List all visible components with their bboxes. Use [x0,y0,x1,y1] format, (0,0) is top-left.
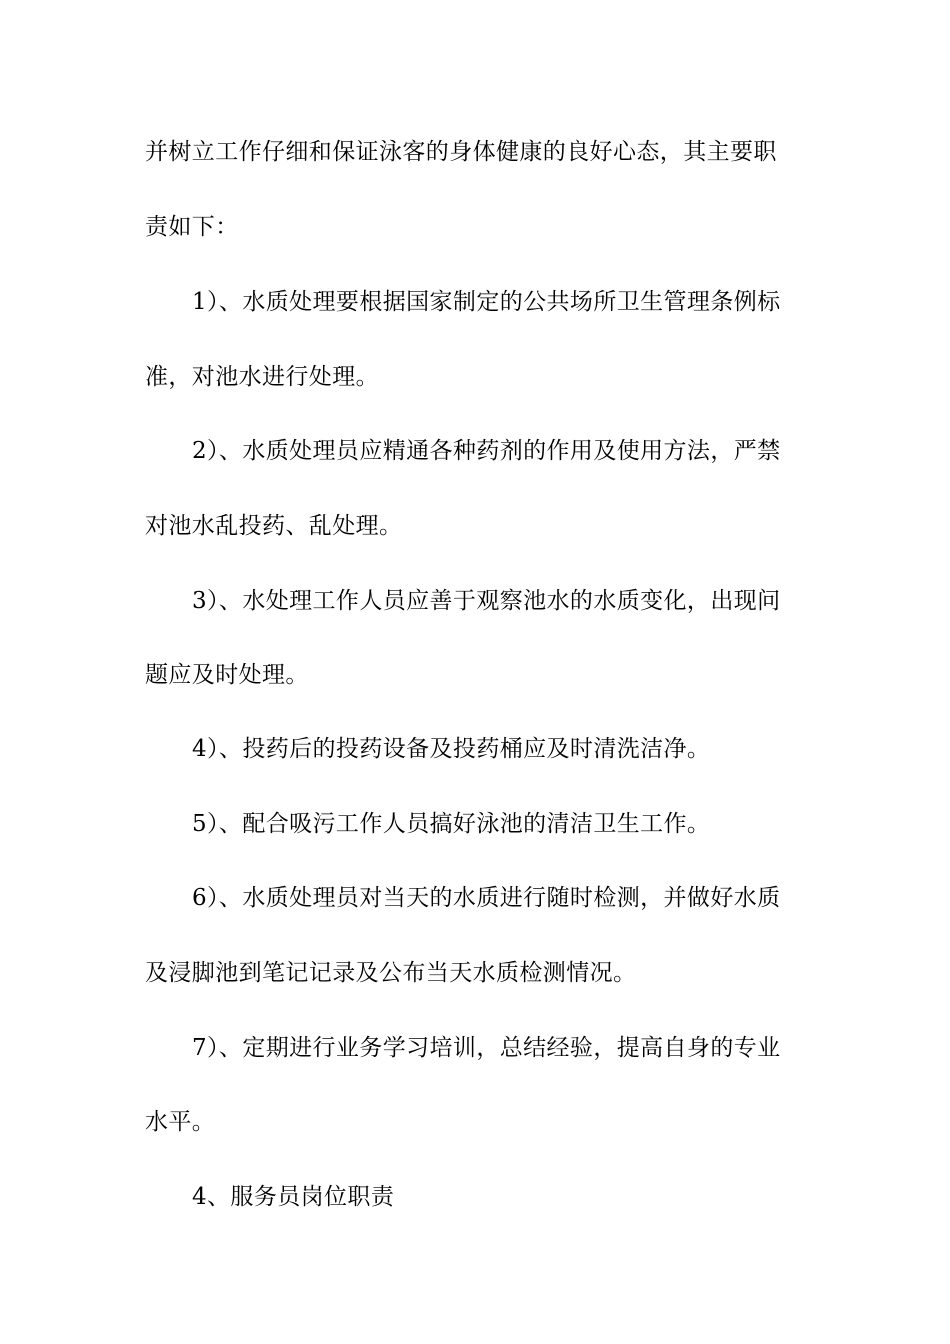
list-item-6-line: 6）、水质处理员对当天的水质进行随时检测，并做好水质 [192,885,781,911]
section-heading: 4、服务员岗位职责 [192,1184,395,1210]
list-item-3-line: 3）、水处理工作人员应善于观察池水的水质变化，出现问 [192,588,781,614]
list-item-1-line: 1）、水质处理要根据国家制定的公共场所卫生管理条例标 [192,289,781,315]
list-item-7-line: 7）、定期进行业务学习培训，总结经验，提高自身的专业 [192,1035,781,1061]
list-item-6-continuation: 及浸脚池到笔记记录及公布当天水质检测情况。 [145,960,637,986]
list-item-2-line: 2）、水质处理员应精通各种药剂的作用及使用方法，严禁 [192,438,781,464]
list-item-4-line: 4）、投药后的投药设备及投药桶应及时清洗洁净。 [192,736,711,762]
list-item-1-continuation: 准，对池水进行处理。 [145,364,379,390]
list-item-5-line: 5）、配合吸污工作人员搞好泳池的清洁卫生工作。 [192,811,711,837]
paragraph-line: 并树立工作仔细和保证泳客的身体健康的良好心态，其主要职 [145,139,777,165]
paragraph-line: 责如下： [145,214,239,240]
list-item-3-continuation: 题应及时处理。 [145,662,309,688]
list-item-2-continuation: 对池水乱投药、乱处理。 [145,513,403,539]
list-item-7-continuation: 水平。 [145,1109,216,1135]
